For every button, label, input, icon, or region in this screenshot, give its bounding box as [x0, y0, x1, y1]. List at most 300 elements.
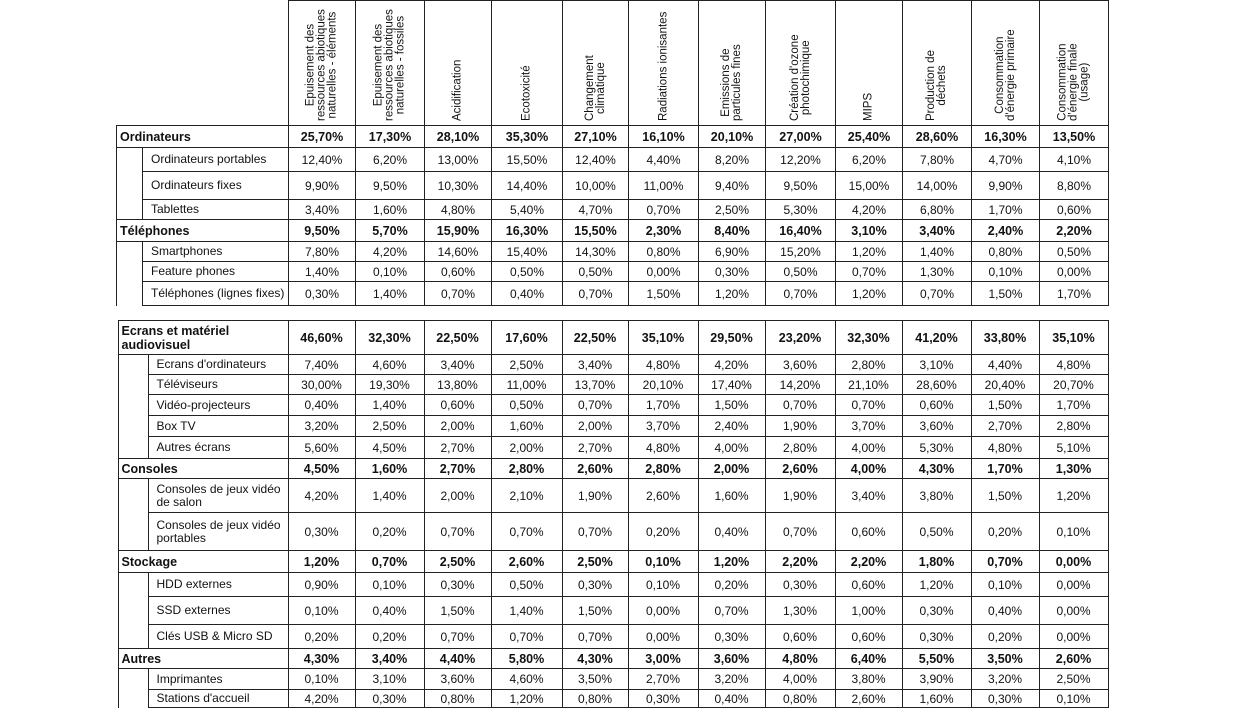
value-cell: 0,70% — [698, 597, 765, 625]
column-header — [1040, 1, 1109, 126]
value-cell: 15,00% — [836, 172, 903, 200]
value-cell: 4,60% — [491, 669, 562, 690]
value-cell: 0,60% — [835, 625, 902, 649]
indent-cell — [118, 513, 148, 551]
value-cell: 0,00% — [628, 625, 698, 649]
subcategory-label: SSD externes — [148, 597, 288, 625]
indent-cell — [118, 669, 148, 690]
value-cell: 30,00% — [288, 375, 355, 395]
value-cell: 0,80% — [972, 242, 1040, 262]
value-cell: 0,40% — [971, 597, 1039, 625]
value-cell: 1,20% — [491, 690, 562, 708]
value-cell: 0,20% — [698, 573, 765, 597]
value-cell: 16,30% — [972, 126, 1040, 148]
value-cell: 2,70% — [562, 437, 628, 459]
value-cell: 5,50% — [902, 649, 971, 669]
value-cell: 35,30% — [492, 126, 563, 148]
value-cell: 0,60% — [902, 395, 971, 416]
value-cell: 0,20% — [971, 625, 1039, 649]
column-header-label: Consommation d'énergie primaire — [993, 29, 1017, 121]
table-row — [116, 597, 1108, 625]
value-cell: 0,00% — [1039, 597, 1108, 625]
indent-cell — [117, 172, 143, 200]
value-cell: 0,10% — [288, 597, 355, 625]
value-cell: 2,80% — [491, 459, 562, 479]
indent-cell — [118, 597, 148, 625]
value-cell: 9,40% — [699, 172, 766, 200]
value-cell: 3,10% — [836, 220, 903, 242]
category-row — [117, 126, 1109, 148]
value-cell: 0,30% — [355, 690, 424, 708]
value-cell: 4,30% — [562, 649, 628, 669]
value-cell: 0,60% — [425, 262, 492, 282]
category-row — [116, 459, 1108, 479]
value-cell: 1,70% — [971, 459, 1039, 479]
value-cell: 3,40% — [835, 479, 902, 513]
column-header-label: Radiations ionisantes — [657, 11, 669, 121]
value-cell: 0,10% — [355, 573, 424, 597]
value-cell: 2,70% — [971, 416, 1039, 437]
value-cell: 0,50% — [492, 262, 563, 282]
value-cell: 1,20% — [902, 573, 971, 597]
value-cell: 15,50% — [492, 148, 563, 172]
value-cell: 0,10% — [1039, 513, 1108, 551]
value-cell: 4,30% — [902, 459, 971, 479]
value-cell: 35,10% — [1039, 321, 1108, 355]
value-cell: 0,30% — [902, 597, 971, 625]
value-cell: 2,70% — [424, 459, 491, 479]
value-cell: 2,50% — [562, 551, 628, 573]
value-cell: 2,80% — [1039, 416, 1108, 437]
value-cell: 13,50% — [1040, 126, 1109, 148]
value-cell: 2,40% — [698, 416, 765, 437]
subcategory-label: Ordinateurs portables — [143, 148, 289, 172]
value-cell: 4,80% — [971, 437, 1039, 459]
value-cell: 5,10% — [1039, 437, 1108, 459]
indent-cell — [117, 200, 143, 220]
value-cell: 0,00% — [629, 262, 699, 282]
value-cell: 2,40% — [972, 220, 1040, 242]
value-cell: 0,70% — [424, 513, 491, 551]
value-cell: 0,70% — [765, 513, 835, 551]
subcategory-label: HDD externes — [148, 573, 288, 597]
value-cell: 1,50% — [629, 282, 699, 306]
column-header — [629, 1, 699, 126]
value-cell: 1,40% — [356, 282, 425, 306]
value-cell: 0,70% — [903, 282, 972, 306]
value-cell: 1,90% — [562, 479, 628, 513]
value-cell: 5,70% — [356, 220, 425, 242]
subcategory-label: Ecrans d'ordinateurs — [148, 355, 288, 375]
value-cell: 1,80% — [902, 551, 971, 573]
value-cell: 32,30% — [835, 321, 902, 355]
value-cell: 3,40% — [424, 355, 491, 375]
value-cell: 1,60% — [902, 690, 971, 708]
column-header-label: MIPS — [862, 92, 875, 121]
column-header — [425, 1, 492, 126]
table-row — [116, 690, 1108, 708]
value-cell: 0,30% — [562, 573, 628, 597]
table-row — [117, 282, 1109, 306]
value-cell: 1,40% — [491, 597, 562, 625]
value-cell: 2,70% — [424, 437, 491, 459]
value-cell: 0,20% — [628, 513, 698, 551]
value-cell: 2,80% — [628, 459, 698, 479]
value-cell: 2,80% — [765, 437, 835, 459]
value-cell: 4,00% — [835, 459, 902, 479]
column-header-label: Epuisement des ressources abiotiques naturelles - éléments — [304, 9, 339, 121]
value-cell: 8,80% — [1040, 172, 1109, 200]
value-cell: 1,70% — [628, 395, 698, 416]
column-header — [563, 1, 629, 126]
value-cell: 19,30% — [355, 375, 424, 395]
value-cell: 2,00% — [424, 479, 491, 513]
value-cell: 5,30% — [766, 200, 836, 220]
value-cell: 17,60% — [491, 321, 562, 355]
value-cell: 6,90% — [699, 242, 766, 262]
value-cell: 0,90% — [288, 573, 355, 597]
value-cell: 0,70% — [355, 551, 424, 573]
value-cell: 28,60% — [902, 375, 971, 395]
value-cell: 4,80% — [765, 649, 835, 669]
table-row — [116, 513, 1108, 551]
value-cell: 0,50% — [766, 262, 836, 282]
value-cell: 15,90% — [425, 220, 492, 242]
column-header-label: Production de déchets — [925, 50, 948, 121]
subcategory-label: Téléviseurs — [148, 375, 288, 395]
value-cell: 0,20% — [288, 625, 355, 649]
value-cell: 1,00% — [835, 597, 902, 625]
value-cell: 4,00% — [698, 437, 765, 459]
value-cell: 4,80% — [425, 200, 492, 220]
value-cell: 2,60% — [765, 459, 835, 479]
value-cell: 4,00% — [835, 437, 902, 459]
value-cell: 0,30% — [288, 513, 355, 551]
table-row — [116, 395, 1108, 416]
indent-cell — [118, 573, 148, 597]
value-cell: 2,10% — [491, 479, 562, 513]
value-cell: 35,10% — [628, 321, 698, 355]
table-row — [117, 200, 1109, 220]
value-cell: 21,10% — [835, 375, 902, 395]
value-cell: 3,50% — [971, 649, 1039, 669]
value-cell: 0,70% — [835, 395, 902, 416]
value-cell: 16,30% — [492, 220, 563, 242]
value-cell: 16,10% — [629, 126, 699, 148]
value-cell: 3,40% — [289, 200, 356, 220]
indent-cell — [117, 282, 143, 306]
value-cell: 5,80% — [491, 649, 562, 669]
category-row — [116, 551, 1108, 573]
value-cell: 0,80% — [562, 690, 628, 708]
value-cell: 28,10% — [425, 126, 492, 148]
column-header — [699, 1, 766, 126]
value-cell: 8,40% — [699, 220, 766, 242]
value-cell: 1,40% — [289, 262, 356, 282]
value-cell: 25,40% — [836, 126, 903, 148]
value-cell: 0,00% — [1039, 551, 1108, 573]
value-cell: 3,10% — [355, 669, 424, 690]
value-cell: 17,30% — [356, 126, 425, 148]
table-row — [116, 355, 1108, 375]
value-cell: 23,20% — [765, 321, 835, 355]
value-cell: 3,20% — [288, 416, 355, 437]
value-cell: 3,40% — [562, 355, 628, 375]
value-cell: 3,60% — [698, 649, 765, 669]
value-cell: 0,70% — [836, 262, 903, 282]
column-header — [972, 1, 1040, 126]
value-cell: 4,20% — [698, 355, 765, 375]
indent-cell — [118, 437, 148, 459]
value-cell: 0,20% — [355, 625, 424, 649]
value-cell: 6,20% — [836, 148, 903, 172]
subcategory-label: Consoles de jeux vidéo de salon — [148, 479, 288, 513]
column-header-label: Emissions de particules fines — [720, 44, 743, 121]
value-cell: 11,00% — [629, 172, 699, 200]
category-row — [117, 220, 1109, 242]
column-header — [289, 1, 356, 126]
value-cell: 2,60% — [1039, 649, 1108, 669]
value-cell: 1,20% — [288, 551, 355, 573]
value-cell: 0,00% — [1039, 573, 1108, 597]
subcategory-label: Tablettes — [143, 200, 289, 220]
value-cell: 1,50% — [972, 282, 1040, 306]
value-cell: 2,60% — [562, 459, 628, 479]
value-cell: 2,50% — [1039, 669, 1108, 690]
category-label: Téléphones — [117, 220, 289, 242]
value-cell: 4,70% — [563, 200, 629, 220]
value-cell: 0,60% — [835, 573, 902, 597]
value-cell: 22,50% — [424, 321, 491, 355]
value-cell: 12,20% — [766, 148, 836, 172]
table-row — [116, 437, 1108, 459]
value-cell: 0,70% — [424, 625, 491, 649]
value-cell: 0,70% — [563, 282, 629, 306]
value-cell: 2,00% — [424, 416, 491, 437]
indent-cell — [117, 262, 143, 282]
column-header-label: Changement climatique — [583, 55, 607, 121]
value-cell: 14,20% — [765, 375, 835, 395]
value-cell: 1,50% — [971, 479, 1039, 513]
value-cell: 2,80% — [835, 355, 902, 375]
value-cell: 10,00% — [563, 172, 629, 200]
value-cell: 0,40% — [698, 513, 765, 551]
value-cell: 16,40% — [766, 220, 836, 242]
category-row — [116, 649, 1108, 669]
value-cell: 12,40% — [289, 148, 356, 172]
column-header — [766, 1, 836, 126]
value-cell: 3,10% — [902, 355, 971, 375]
value-cell: 0,10% — [356, 262, 425, 282]
value-cell: 0,70% — [562, 513, 628, 551]
indent-cell — [117, 242, 143, 262]
value-cell: 0,10% — [288, 669, 355, 690]
value-cell: 3,60% — [424, 669, 491, 690]
column-header-label: Epuisement des ressources abiotiques naturelles - fossiles — [372, 9, 407, 121]
value-cell: 20,70% — [1039, 375, 1108, 395]
value-cell: 9,50% — [766, 172, 836, 200]
value-cell: 0,40% — [288, 395, 355, 416]
column-header — [836, 1, 903, 126]
value-cell: 0,20% — [971, 513, 1039, 551]
subcategory-label: Stations d'accueil — [148, 690, 288, 708]
value-cell: 1,70% — [1039, 395, 1108, 416]
value-cell: 2,00% — [562, 416, 628, 437]
value-cell: 0,00% — [1039, 625, 1108, 649]
header-corner — [117, 1, 289, 126]
subcategory-label: Feature phones — [143, 262, 289, 282]
value-cell: 0,00% — [628, 597, 698, 625]
value-cell: 2,20% — [835, 551, 902, 573]
value-cell: 7,80% — [903, 148, 972, 172]
value-cell: 0,70% — [766, 282, 836, 306]
value-cell: 0,10% — [628, 551, 698, 573]
indent-cell — [118, 625, 148, 649]
value-cell: 1,50% — [698, 395, 765, 416]
value-cell: 1,20% — [836, 242, 903, 262]
value-cell: 4,80% — [1039, 355, 1108, 375]
category-label: Ecrans et matériel audiovisuel — [118, 321, 288, 355]
value-cell: 0,60% — [1040, 200, 1109, 220]
value-cell: 1,90% — [765, 479, 835, 513]
value-cell: 1,40% — [903, 242, 972, 262]
value-cell: 2,50% — [491, 355, 562, 375]
value-cell: 0,70% — [629, 200, 699, 220]
value-cell: 2,60% — [628, 479, 698, 513]
column-header-label: Ecotoxicité — [520, 65, 533, 121]
value-cell: 9,50% — [289, 220, 356, 242]
value-cell: 4,40% — [424, 649, 491, 669]
category-label: Ordinateurs — [117, 126, 289, 148]
value-cell: 0,30% — [699, 262, 766, 282]
value-cell: 2,20% — [765, 551, 835, 573]
value-cell: 0,10% — [628, 573, 698, 597]
category-label: Consoles — [118, 459, 288, 479]
value-cell: 0,80% — [629, 242, 699, 262]
value-cell: 29,50% — [698, 321, 765, 355]
value-cell: 0,70% — [562, 625, 628, 649]
value-cell: 0,30% — [902, 625, 971, 649]
value-cell: 7,80% — [289, 242, 356, 262]
value-cell: 5,30% — [902, 437, 971, 459]
subcategory-label: Autres écrans — [148, 437, 288, 459]
value-cell: 0,40% — [492, 282, 563, 306]
value-cell: 1,60% — [356, 200, 425, 220]
value-cell: 27,00% — [766, 126, 836, 148]
value-cell: 0,70% — [765, 395, 835, 416]
value-cell: 2,30% — [629, 220, 699, 242]
value-cell: 4,80% — [628, 355, 698, 375]
value-cell: 6,80% — [903, 200, 972, 220]
value-cell: 2,00% — [491, 437, 562, 459]
value-cell: 4,20% — [288, 479, 355, 513]
value-cell: 28,60% — [903, 126, 972, 148]
subcategory-label: Smartphones — [143, 242, 289, 262]
value-cell: 5,60% — [288, 437, 355, 459]
value-cell: 14,00% — [903, 172, 972, 200]
value-cell: 7,40% — [288, 355, 355, 375]
value-cell: 1,20% — [836, 282, 903, 306]
value-cell: 27,10% — [563, 126, 629, 148]
value-cell: 14,40% — [492, 172, 563, 200]
value-cell: 8,20% — [699, 148, 766, 172]
value-cell: 0,40% — [355, 597, 424, 625]
value-cell: 3,80% — [835, 669, 902, 690]
value-cell: 0,30% — [971, 690, 1039, 708]
indent-cell — [118, 416, 148, 437]
value-cell: 0,70% — [425, 282, 492, 306]
value-cell: 0,70% — [562, 395, 628, 416]
value-cell: 2,50% — [355, 416, 424, 437]
value-cell: 14,60% — [425, 242, 492, 262]
value-cell: 2,60% — [491, 551, 562, 573]
value-cell: 15,40% — [492, 242, 563, 262]
value-cell: 15,50% — [563, 220, 629, 242]
table-row — [117, 148, 1109, 172]
value-cell: 4,20% — [836, 200, 903, 220]
value-cell: 0,60% — [835, 513, 902, 551]
value-cell: 2,60% — [835, 690, 902, 708]
value-cell: 20,40% — [971, 375, 1039, 395]
value-cell: 1,20% — [699, 282, 766, 306]
value-cell: 20,10% — [699, 126, 766, 148]
value-cell: 0,30% — [765, 573, 835, 597]
value-cell: 3,70% — [835, 416, 902, 437]
value-cell: 46,60% — [288, 321, 355, 355]
subcategory-label: Box TV — [148, 416, 288, 437]
value-cell: 1,40% — [355, 479, 424, 513]
value-cell: 25,70% — [289, 126, 356, 148]
subcategory-label: Téléphones (lignes fixes) — [143, 282, 289, 306]
value-cell: 1,30% — [903, 262, 972, 282]
table-row — [116, 479, 1108, 513]
value-cell: 0,80% — [424, 690, 491, 708]
table-row — [116, 416, 1108, 437]
value-cell: 2,50% — [424, 551, 491, 573]
value-cell: 14,30% — [563, 242, 629, 262]
value-cell: 0,50% — [902, 513, 971, 551]
value-cell: 4,20% — [356, 242, 425, 262]
category-label: Stockage — [118, 551, 288, 573]
value-cell: 1,20% — [698, 551, 765, 573]
value-cell: 3,50% — [562, 669, 628, 690]
value-cell: 3,20% — [698, 669, 765, 690]
value-cell: 0,50% — [491, 395, 562, 416]
value-cell: 4,20% — [288, 690, 355, 708]
value-cell: 0,10% — [972, 262, 1040, 282]
value-cell: 4,10% — [1040, 148, 1109, 172]
value-cell: 0,70% — [971, 551, 1039, 573]
value-cell: 9,50% — [356, 172, 425, 200]
subcategory-label: Clés USB & Micro SD — [148, 625, 288, 649]
impact-table-top — [116, 0, 1109, 306]
value-cell: 6,20% — [356, 148, 425, 172]
value-cell: 20,10% — [628, 375, 698, 395]
category-label: Autres — [118, 649, 288, 669]
table-row — [117, 262, 1109, 282]
value-cell: 4,40% — [629, 148, 699, 172]
value-cell: 0,30% — [424, 573, 491, 597]
subcategory-label: Vidéo-projecteurs — [148, 395, 288, 416]
value-cell: 0,30% — [698, 625, 765, 649]
value-cell: 0,50% — [1040, 242, 1109, 262]
value-cell: 4,00% — [765, 669, 835, 690]
value-cell: 13,00% — [425, 148, 492, 172]
column-header-label: Acidification — [451, 59, 464, 121]
value-cell: 0,70% — [491, 513, 562, 551]
value-cell: 1,30% — [1039, 459, 1108, 479]
table-row — [116, 669, 1108, 690]
